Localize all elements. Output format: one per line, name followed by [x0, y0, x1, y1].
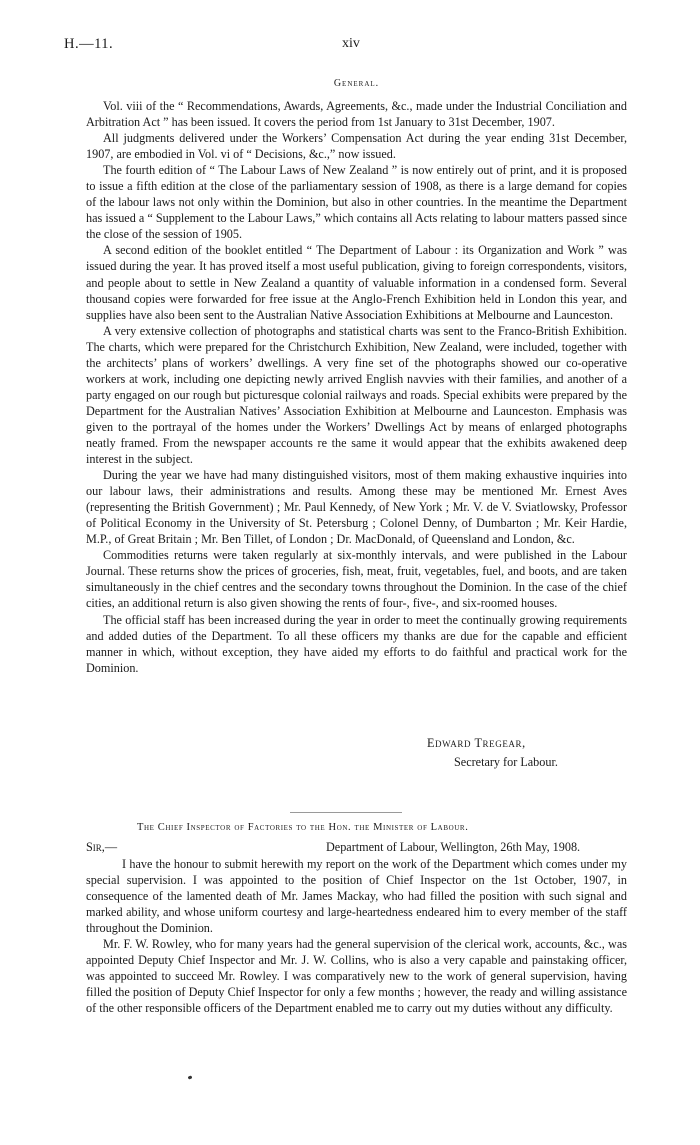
paragraph-rowley: Mr. F. W. Rowley, who for many years had the general supervision of the clerical work, accounts, &c., was appointed Deputy Chief Inspector and Mr. J. W. Collins, who is also a very capable and painstaking officer, was appointed to succeed Mr. Rowley. I was comparatively new to the work of general supervision, having filled the position of Deputy Chief Inspector for only a few months ; however, the ready and willing assistance of the other responsible officers of the Department enabled me to carry out my duties without any difficulty.	[86, 937, 627, 1016]
paragraph-judgments: All judgments delivered under the Workers’ Compensation Act during the year ending 31st December, 1907, are embodied in Vol. vi of “ Decisions, &c.,” now issued.	[86, 131, 627, 162]
signature-title: Secretary for Labour.	[454, 755, 558, 769]
page-number: xiv	[342, 36, 360, 51]
paragraph-staff: The official staff has been increased during the year in order to meet the continually growing requirements and added duties of the Department. To all these officers my thanks are due for the capable and efficient manner in which, without exception, they have aided my efforts to do faithful and practical work for the Dominion.	[86, 612, 627, 675]
paragraph-visitors: During the year we have had many distinguished visitors, most of them making exhaustive inquiries into our labour laws, their administrations and results. Among these may be mentioned Mr. Ernest Aves (representing the British Government) ; Mr. Paul Kennedy, of New York ; Mr. V. de V. Sviatlowsky, Professor of Political Economy in the University of St. Petersburg ; Colonel Denny, of Dumbarton ; Mr. Keir Hardie, M.P., of Great Britain ; Mr. Ben Tillet, of London ; Dr. MacDonald, of Queensland and London, &c.	[86, 468, 627, 547]
section-divider	[290, 812, 402, 813]
paragraph-labour-laws: The fourth edition of “ The Labour Laws of New Zealand ” is now entirely out of print, and it is proposed to issue a fifth edition at the close of the parliamentary session of 1908, as there is a large demand for copies of the labour laws not only within the Dominion, but also in other countries. In the meantime the Department has issued a “ Supplement to the Labour Laws,” which contains all Acts relating to labour matters passed since the close of the session of 1905.	[86, 163, 627, 242]
paragraph-commodities: Commodities returns were taken regularly at six-monthly intervals, and were published in the Labour Journal. These returns show the prices of groceries, fish, meat, fruit, vegetables, fuel, and boots, and are taken simultaneously in the chief centres and the secondary towns throughout the Dominion. In the case of the chief cities, an additional return is also given showing the rents of four-, five-, and six-roomed houses.	[86, 548, 627, 611]
document-reference: H.—11.	[64, 36, 114, 52]
dateline: Department of Labour, Wellington, 26th May, 1908.	[326, 840, 581, 854]
paragraph-exhibition: A very extensive collection of photographs and statistical charts was sent to the Franco-British Exhibition. The charts, which were prepared for the Christchurch Exhibition, New Zealand, were included, together with the architects’ plans of workers’ dwellings. A very fine set of the photographs showed our co-operative workers at work, including one depicting newly arrived English navvies with their families, and another of a party engaged on our rough but picturesque colonial railways and roads. Special exhibits were prepared by the Department for the Australian Natives’ Association Exhibition at Melbourne and Launceston. Emphasis was given to the portrayal of the homes under the Workers’ Dwellings Act by means of enlarged photographs neatly framed. From the newspaper accounts re the same it would appear that the exhibits awakened deep interest in the subject.	[86, 323, 627, 467]
ink-speck	[188, 1075, 193, 1079]
salutation: Sir,—	[86, 840, 118, 854]
section-heading-general: General.	[333, 78, 380, 89]
report-heading: The Chief Inspector of Factories to the Hon. the Minister of Labour.	[137, 822, 469, 833]
report-section-body	[86, 856, 627, 1016]
page-header	[64, 36, 624, 56]
signature-name: Edward Tregear,	[427, 736, 526, 750]
general-section-body	[86, 98, 627, 676]
paragraph-booklet: A second edition of the booklet entitled “ The Department of Labour : its Organization and Work ” was issued during the year. It has proved itself a most useful publication, giving to foreign correspondents, visitors, and people about to settle in New Zealand a quantity of valuable information in a condensed form. Several thousand copies were forwarded for free issue at the Anglo-French Exhibition held in London this year, and supplies have also been sent to the Australian Native Association Exhibitions at Melbourne and Launceston.	[86, 243, 627, 322]
paragraph-recommendations: Vol. viii of the “ Recommendations, Awards, Agreements, &c., made under the Industrial Conciliation and Arbitration Act ” has been issued. It covers the period from 1st January to 31st December, 1907.	[86, 99, 627, 130]
paragraph-appointment: I have the honour to submit herewith my report on the work of the Department which comes under my special supervision. I was appointed to the position of Chief Inspector on the 1st October, 1907, in consequence of the lamented death of Mr. James Mackay, who had filled the position with such signal and marked ability, and whose uniform courtesy and large-heartedness endeared him to every member of the staff throughout the Dominion.	[86, 857, 627, 936]
